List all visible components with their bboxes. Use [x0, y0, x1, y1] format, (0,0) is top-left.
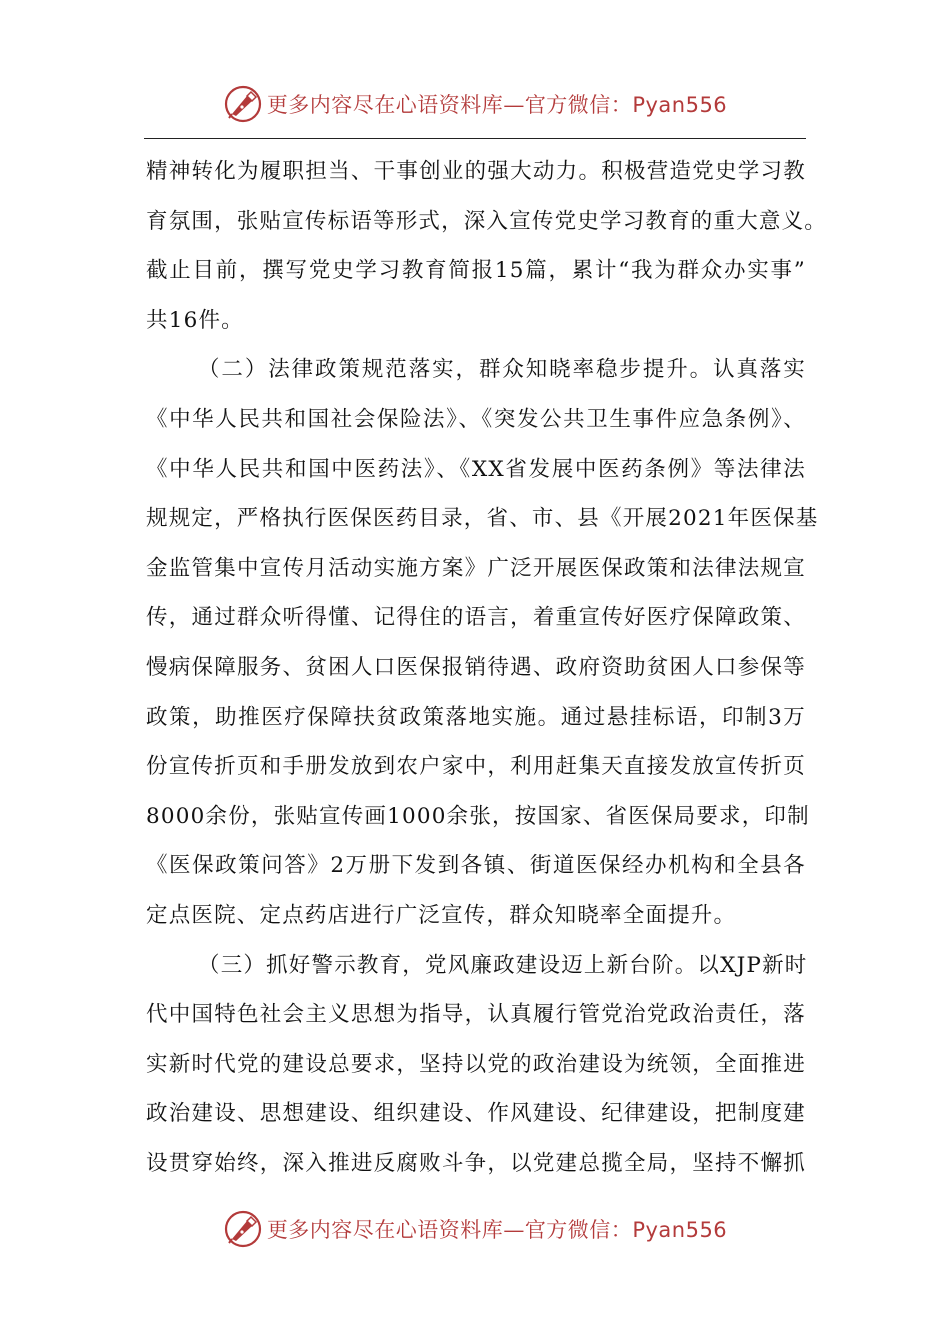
text-line: 实新时代党的建设总要求，坚持以党的政治建设为统领，全面推进 [146, 1051, 806, 1077]
header-wechat-id: Pyan556 [632, 93, 728, 117]
text-line: 政治建设、思想建设、组织建设、作风建设、纪律建设，把制度建 [146, 1101, 806, 1127]
text-line: 政策，助推医疗保障扶贫政策落地实施。通过悬挂标语，印制3万 [146, 704, 806, 730]
text-line: 代中国特色社会主义思想为指导，认真履行管党治党政治责任，落 [146, 1002, 806, 1028]
text-line: 慢病保障服务、贫困人口医保报销待遇、政府资助贫困人口参保等 [146, 654, 806, 680]
footer-wechat-id: Pyan556 [632, 1218, 728, 1242]
text-line: 8000余份，张贴宣传画1000余张，按国家、省医保局要求，印制 [146, 803, 810, 829]
document-body [146, 147, 828, 1188]
text-line: 共16件。 [146, 307, 244, 333]
pen-nib-logo-icon [223, 1209, 263, 1249]
header-text [267, 89, 727, 119]
text-line: 精神转化为履职担当、干事创业的强大动力。积极营造党史学习教 [146, 159, 806, 184]
pen-nib-logo-icon [223, 84, 263, 124]
header-text-sep: —官方微信： [503, 93, 633, 117]
header-text-main: 更多内容尽在心语资料库 [266, 93, 504, 117]
paragraph-heading-line: （三）抓好警示教育，党风廉政建设迈上新台阶。以XJP新时 [198, 952, 808, 978]
footer-text-sep: —官方微信： [503, 1218, 633, 1242]
footer-text [267, 1214, 727, 1244]
header-divider [144, 138, 806, 139]
text-line: 《医保政策问答》2万册下发到各镇、街道医保经办机构和全县各 [146, 853, 806, 879]
text-line: 定点医院、定点药店进行广泛宣传，群众知晓率全面提升。 [146, 902, 737, 928]
footer-text-main: 更多内容尽在心语资料库 [266, 1218, 504, 1242]
paragraph-heading-line: （二）法律政策规范落实，群众知晓率稳步提升。认真落实 [198, 357, 806, 383]
text-line: 《中华人民共和国中医药法》、《XX省发展中医药条例》等法律法 [146, 456, 806, 482]
text-line: 设贯穿始终，深入推进反腐败斗争，以党建总揽全局，坚持不懈抓 [146, 1150, 806, 1176]
text-line: 规规定，严格执行医保医药目录，省、市、县《开展2021年医保基 [146, 506, 819, 532]
text-line: 传，通过群众听得懂、记得住的语言，着重宣传好医疗保障政策、 [146, 605, 806, 631]
text-line: 金监管集中宣传月活动实施方案》广泛开展医保政策和法律法规宣 [146, 555, 806, 581]
text-line: 育氛围，张贴宣传标语等形式，深入宣传党史学习教育的重大意义。 [146, 208, 828, 234]
footer-banner [0, 1207, 950, 1251]
text-line: 截止目前，撰写党史学习教育简报15篇，累计“我为群众办实事” [146, 258, 806, 284]
header-banner [0, 82, 950, 126]
text-line: 《中华人民共和国社会保险法》、《突发公共卫生事件应急条例》、 [146, 406, 806, 432]
text-line: 份宣传折页和手册发放到农户家中，利用赶集天直接发放宣传折页 [146, 754, 806, 780]
